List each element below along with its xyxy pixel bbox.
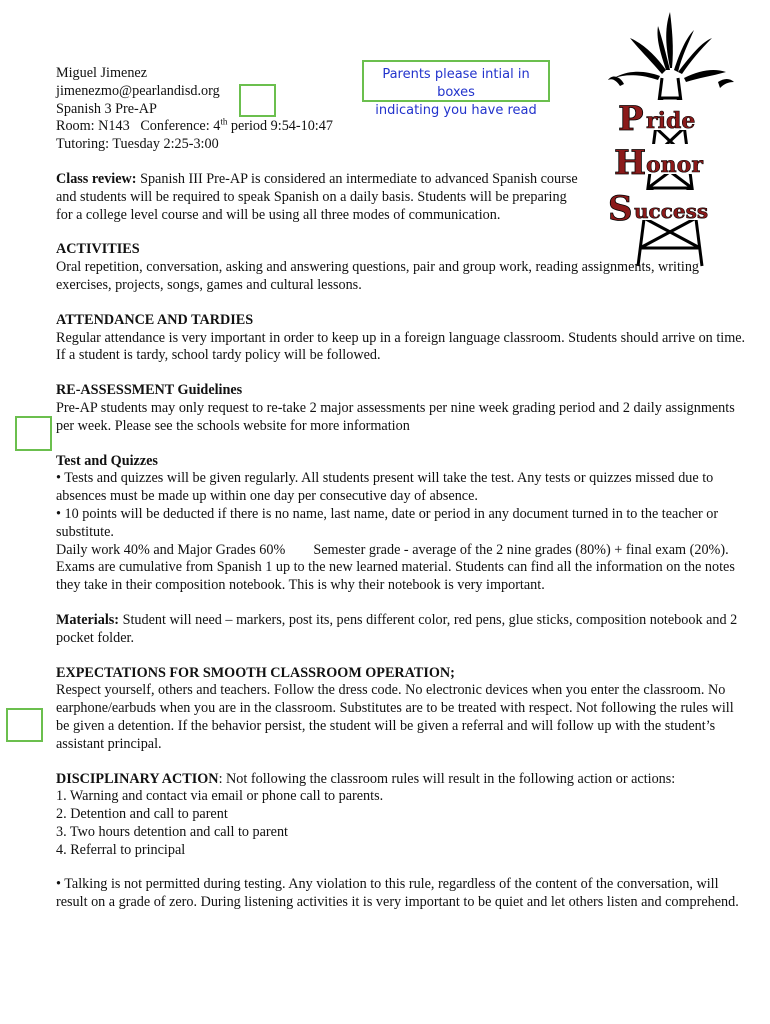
class-review-section	[56, 171, 586, 224]
logo-p: P	[618, 99, 644, 139]
testing-note: • Talking is not permitted during testing. Any violation to this rule, regardless of the content of the conversation, will result on a grade of zero. During listening activities it is very important to be quiet and let others listen and comprehend.	[56, 876, 739, 911]
reassessment-text: Pre-AP students may only request to re-take 2 major assessments per nine week grading period and 2 daily assignments per week. Please see the schools website for more information	[56, 399, 735, 434]
grade-weights-daily: Daily work 40% and Major Grades 60%	[56, 541, 286, 558]
discipline-intro: : Not following the classroom rules will result in the following action or actions:	[218, 770, 676, 787]
reassessment-section	[56, 382, 746, 435]
exams-text: Exams are cumulative from Spanish 1 up to the new learned material. Students can find all the information on the notes they take in their composition notebook. This is why their notebook is very important.	[56, 559, 735, 594]
discipline-step: 1. Warning and contact via email or phone call to parents.	[56, 788, 384, 805]
initial-box-reassessment[interactable]	[15, 416, 52, 451]
materials-section	[56, 612, 746, 648]
expectations-text: Respect yourself, others and teachers. Follow the dress code. No electronic devices when you enter the classroom. No earphone/earbuds when you are in the classroom. Substitutes are to be treated with respect. Not following the rules will be given a detention. If the behavior persist, the student will be given a referral and will follow up with the student’s assistant principal.	[56, 682, 734, 752]
room-period: period 9:54-10:47	[227, 118, 333, 135]
attendance-text: Regular attendance is very important in order to keep up in a foreign language classroom. Students should arrive on time. If a student is tardy, school tardy policy will be followed.	[56, 329, 746, 364]
grade-weights-semester: Semester grade - average of the 2 nine grades (80%) + final exam (20%).	[313, 541, 729, 558]
materials-label: Materials:	[56, 611, 120, 628]
discipline-step: 4. Referral to principal	[56, 841, 186, 858]
discipline-section	[56, 771, 746, 860]
teacher-email: jimenezmo@pearlandisd.org	[56, 82, 220, 99]
room-text: Room: N143 Conference: 4	[56, 118, 221, 135]
parent-note-line2: indicating you have read	[375, 103, 537, 118]
expectations-heading: EXPECTATIONS FOR SMOOTH CLASSROOM OPERATION;	[56, 664, 455, 681]
course-name: Spanish 3 Pre-AP	[56, 100, 157, 117]
materials-text: Student will need – markers, post its, pens different color, red pens, glue sticks, composition notebook and 2 pocket folder.	[56, 611, 738, 646]
activities-section	[56, 241, 746, 294]
activities-text: Oral repetition, conversation, asking and answering questions, pair and group work, reading assignments, writing exercises, projects, songs, games and cultural lessons.	[56, 259, 700, 293]
discipline-step: 3. Two hours detention and call to parent	[56, 823, 288, 840]
syllabus-document	[56, 65, 746, 912]
attendance-heading: ATTENDANCE AND TARDIES	[56, 311, 254, 328]
activities-heading: ACTIVITIES	[56, 241, 140, 258]
expectations-section	[56, 665, 746, 754]
discipline-label: DISCIPLINARY ACTION	[56, 770, 219, 787]
initial-box-expectations[interactable]	[6, 708, 43, 742]
parent-note-line1: Parents please intial in boxes	[382, 67, 530, 100]
tests-heading: Test and Quizzes	[56, 452, 158, 469]
attendance-section	[56, 312, 746, 365]
tests-section	[56, 453, 746, 595]
reassessment-heading: RE-ASSESSMENT Guidelines	[56, 382, 243, 399]
room-conference	[56, 118, 746, 136]
logo-h: H	[614, 143, 647, 183]
teacher-name: Miguel Jimenez	[56, 65, 148, 81]
tests-bullet-2: • 10 points will be deducted if there is no name, last name, date or period in any document turned in to the teacher or substitute.	[56, 505, 719, 540]
tutoring-hours: Tutoring: Tuesday 2:25-3:00	[56, 136, 219, 153]
tests-bullet-1: • Tests and quizzes will be given regularly. All students present will take the test. Any tests or quizzes missed due to absences must be made up within one day per consecutive day of absence.	[56, 470, 714, 505]
class-review-label: Class review:	[56, 170, 137, 187]
logo-ride: ride	[646, 108, 696, 134]
logo-onor: onor	[646, 152, 703, 178]
grade-weights	[56, 542, 746, 560]
logo-uccess: uccess	[634, 199, 709, 223]
logo-s: S	[608, 189, 633, 229]
discipline-intro-line	[56, 771, 746, 789]
room-sup: th	[220, 116, 228, 127]
discipline-step: 2. Detention and call to parent	[56, 806, 228, 823]
class-review-text: Spanish III Pre-AP is considered an intermediate to advanced Spanish course and students will be required to speak Spanish on a daily basis. Students will be preparing for a college level course and will be using all three modes of communication.	[56, 170, 578, 223]
